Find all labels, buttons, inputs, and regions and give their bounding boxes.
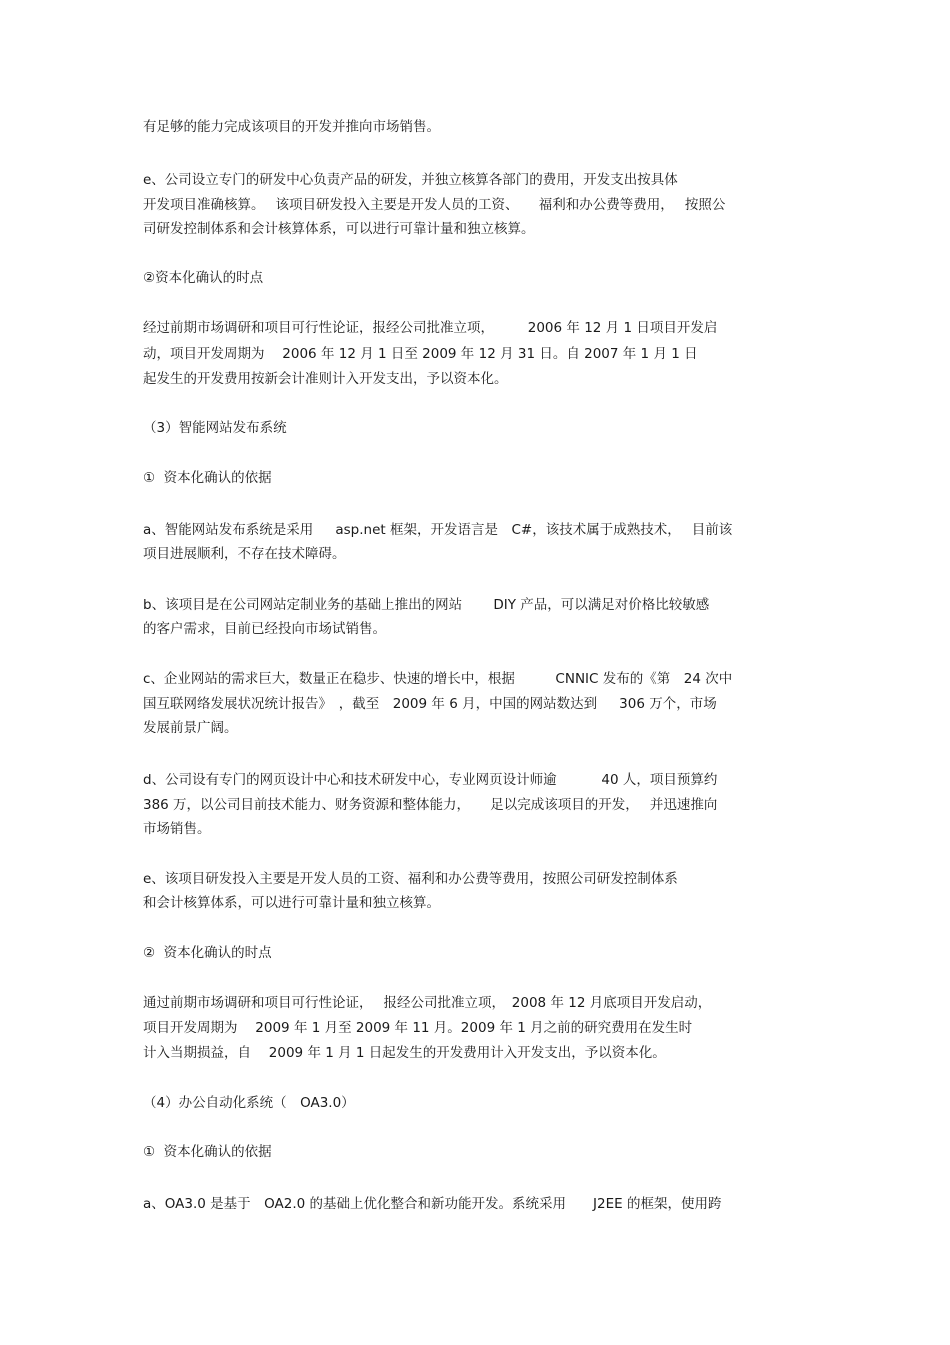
- text-line: b、该项目是在公司网站定制业务的基础上推出的网站 DIY 产品，可以满足对价格比较敏感: [143, 597, 710, 613]
- text-line: 计入当期损益，自 2009 年 1 月 1 日起发生的开发费用计入开发支出，予以资本化。: [143, 1045, 666, 1061]
- text-line: 起发生的开发费用按新会计准则计入开发支出，予以资本化。: [143, 371, 508, 387]
- section-heading: （3）智能网站发布系统: [143, 420, 287, 436]
- text-line: 开发项目准确核算。 该项目研发投入主要是开发人员的工资、 福利和办公费等费用， 按照公: [143, 197, 726, 213]
- text-line: 经过前期市场调研和项目可行性论证，报经公司批准立项， 2006 年 12 月 1 日项目开发启: [143, 320, 718, 336]
- text-line: 项目进展顺利，不存在技术障碍。: [143, 546, 346, 562]
- text-line: 项目开发周期为 2009 年 1 月至 2009 年 11 月。2009 年 1 月之前的研究费用在发生时: [143, 1020, 693, 1036]
- text-line: 的客户需求，目前已经投向市场试销售。: [143, 621, 386, 637]
- text-line: 386 万，以公司目前技术能力、财务资源和整体能力， 足以完成该项目的开发， 并迅速推向: [143, 797, 718, 813]
- section-heading: ① 资本化确认的依据: [143, 470, 272, 486]
- section-heading: （4）办公自动化系统（ OA3.0）: [143, 1095, 355, 1111]
- section-heading: ② 资本化确认的时点: [143, 945, 272, 961]
- text-line: 发展前景广阔。: [143, 720, 238, 736]
- text-line: a、OA3.0 是基于 OA2.0 的基础上优化整合和新功能开发。系统采用 J2EE 的框架，使用跨: [143, 1196, 722, 1212]
- text-line: e、该项目研发投入主要是开发人员的工资、福利和办公费等费用，按照公司研发控制体系: [143, 871, 678, 887]
- text-line: 司研发控制体系和会计核算体系，可以进行可靠计量和独立核算。: [143, 221, 535, 237]
- section-heading: ① 资本化确认的依据: [143, 1144, 272, 1160]
- section-heading: ②资本化确认的时点: [143, 270, 264, 286]
- text-line: 国互联网络发展状况统计报告》 ，截至 2009 年 6 月，中国的网站数达到 306 万个，市场: [143, 696, 717, 712]
- text-line: e、公司设立专门的研发中心负责产品的研发，并独立核算各部门的费用，开发支出按具体: [143, 172, 678, 188]
- text-line: 市场销售。: [143, 821, 211, 837]
- text-line: 和会计核算体系，可以进行可靠计量和独立核算。: [143, 895, 440, 911]
- text-line: 通过前期市场调研和项目可行性论证， 报经公司批准立项， 2008 年 12 月底项目开发启动，: [143, 995, 712, 1011]
- text-line: 动，项目开发周期为 2006 年 12 月 1 日至 2009 年 12 月 31 日。自 2007 年 1 月 1 日: [143, 346, 698, 362]
- text-line: a、智能网站发布系统是采用 asp.net 框架，开发语言是 C#，该技术属于成熟技术， 目前该: [143, 522, 733, 538]
- text-line: d、公司设有专门的网页设计中心和技术研发中心，专业网页设计师逾 40 人，项目预算约: [143, 772, 718, 788]
- text-line: c、企业网站的需求巨大，数量正在稳步、快速的增长中，根据 CNNIC 发布的《第 24 次中: [143, 671, 733, 687]
- text-line: 有足够的能力完成该项目的开发并推向市场销售。: [143, 119, 440, 135]
